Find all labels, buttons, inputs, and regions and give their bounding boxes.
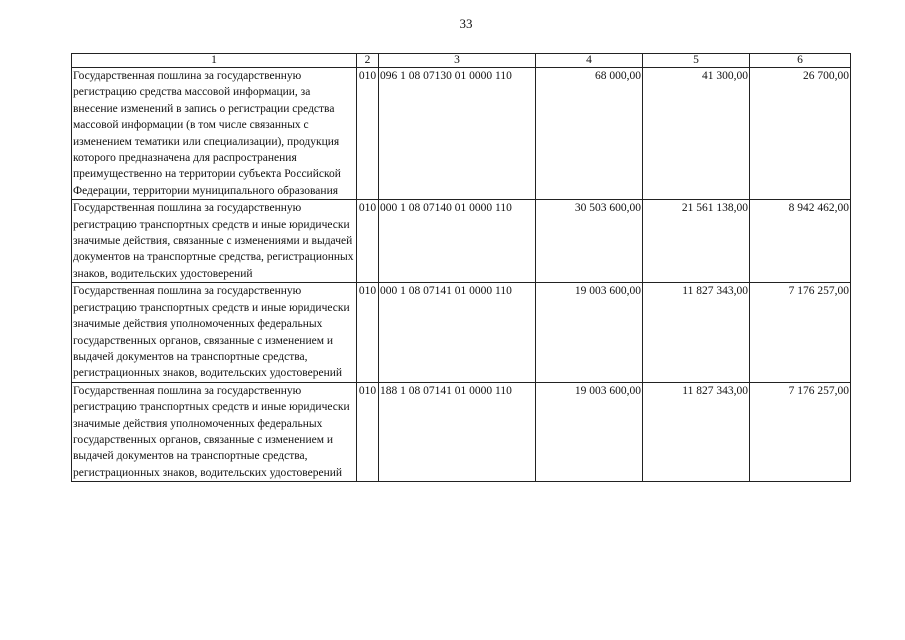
table-row — [72, 68, 851, 200]
column-header-3: 3 — [379, 54, 536, 68]
row-value-col6: 26 700,00 — [750, 68, 851, 200]
row-line-code: 010 — [357, 283, 379, 382]
row-budget-code: 000 1 08 07140 01 0000 110 — [379, 200, 536, 283]
column-header-6: 6 — [750, 54, 851, 68]
column-header-1: 1 — [72, 54, 357, 68]
row-line-code: 010 — [357, 382, 379, 481]
table-row — [72, 283, 851, 382]
row-budget-code: 000 1 08 07141 01 0000 110 — [379, 283, 536, 382]
row-description: Государственная пошлина за государственную регистрацию транспортных средств и иные юридически значимые действия, связанные с изменениями и выдачей документов на транспортные средства, регистрационных знаков, водительских удостоверений — [72, 200, 357, 283]
table-row — [72, 200, 851, 283]
table-row — [72, 382, 851, 481]
revenue-table — [71, 53, 851, 482]
row-description: Государственная пошлина за государственную регистрацию транспортных средств и иные юридически значимые действия уполномоченных федеральных государственных органов, связанные с изменением и выдачей документов на транспортные средства, регистрационных знаков, водительских удостоверений — [72, 283, 357, 382]
row-value-col5: 21 561 138,00 — [643, 200, 750, 283]
row-value-col5: 11 827 343,00 — [643, 382, 750, 481]
row-budget-code: 096 1 08 07130 01 0000 110 — [379, 68, 536, 200]
row-value-col5: 11 827 343,00 — [643, 283, 750, 382]
row-value-col4: 19 003 600,00 — [536, 382, 643, 481]
row-value-col6: 7 176 257,00 — [750, 382, 851, 481]
row-budget-code: 188 1 08 07141 01 0000 110 — [379, 382, 536, 481]
row-value-col6: 8 942 462,00 — [750, 200, 851, 283]
column-header-5: 5 — [643, 54, 750, 68]
row-value-col6: 7 176 257,00 — [750, 283, 851, 382]
table-header-row — [72, 54, 851, 68]
row-value-col5: 41 300,00 — [643, 68, 750, 200]
row-value-col4: 68 000,00 — [536, 68, 643, 200]
row-line-code: 010 — [357, 200, 379, 283]
row-value-col4: 30 503 600,00 — [536, 200, 643, 283]
row-value-col4: 19 003 600,00 — [536, 283, 643, 382]
row-description: Государственная пошлина за государственную регистрацию средства массовой информации, за внесение изменений в запись о регистрации средства массовой информации (в том числе связанных с изменением тематики или специализации), продукция которого предназначена для распространения преимущественно на территории субъекта Российской Федерации, территории муниципального образования — [72, 68, 357, 200]
row-description: Государственная пошлина за государственную регистрацию транспортных средств и иные юридически значимые действия уполномоченных федеральных государственных органов, связанные с изменением и выдачей документов на транспортные средства, регистрационных знаков, водительских удостоверений — [72, 382, 357, 481]
page-number: 33 — [459, 16, 473, 31]
column-header-4: 4 — [536, 54, 643, 68]
column-header-2: 2 — [357, 54, 379, 68]
row-line-code: 010 — [357, 68, 379, 200]
